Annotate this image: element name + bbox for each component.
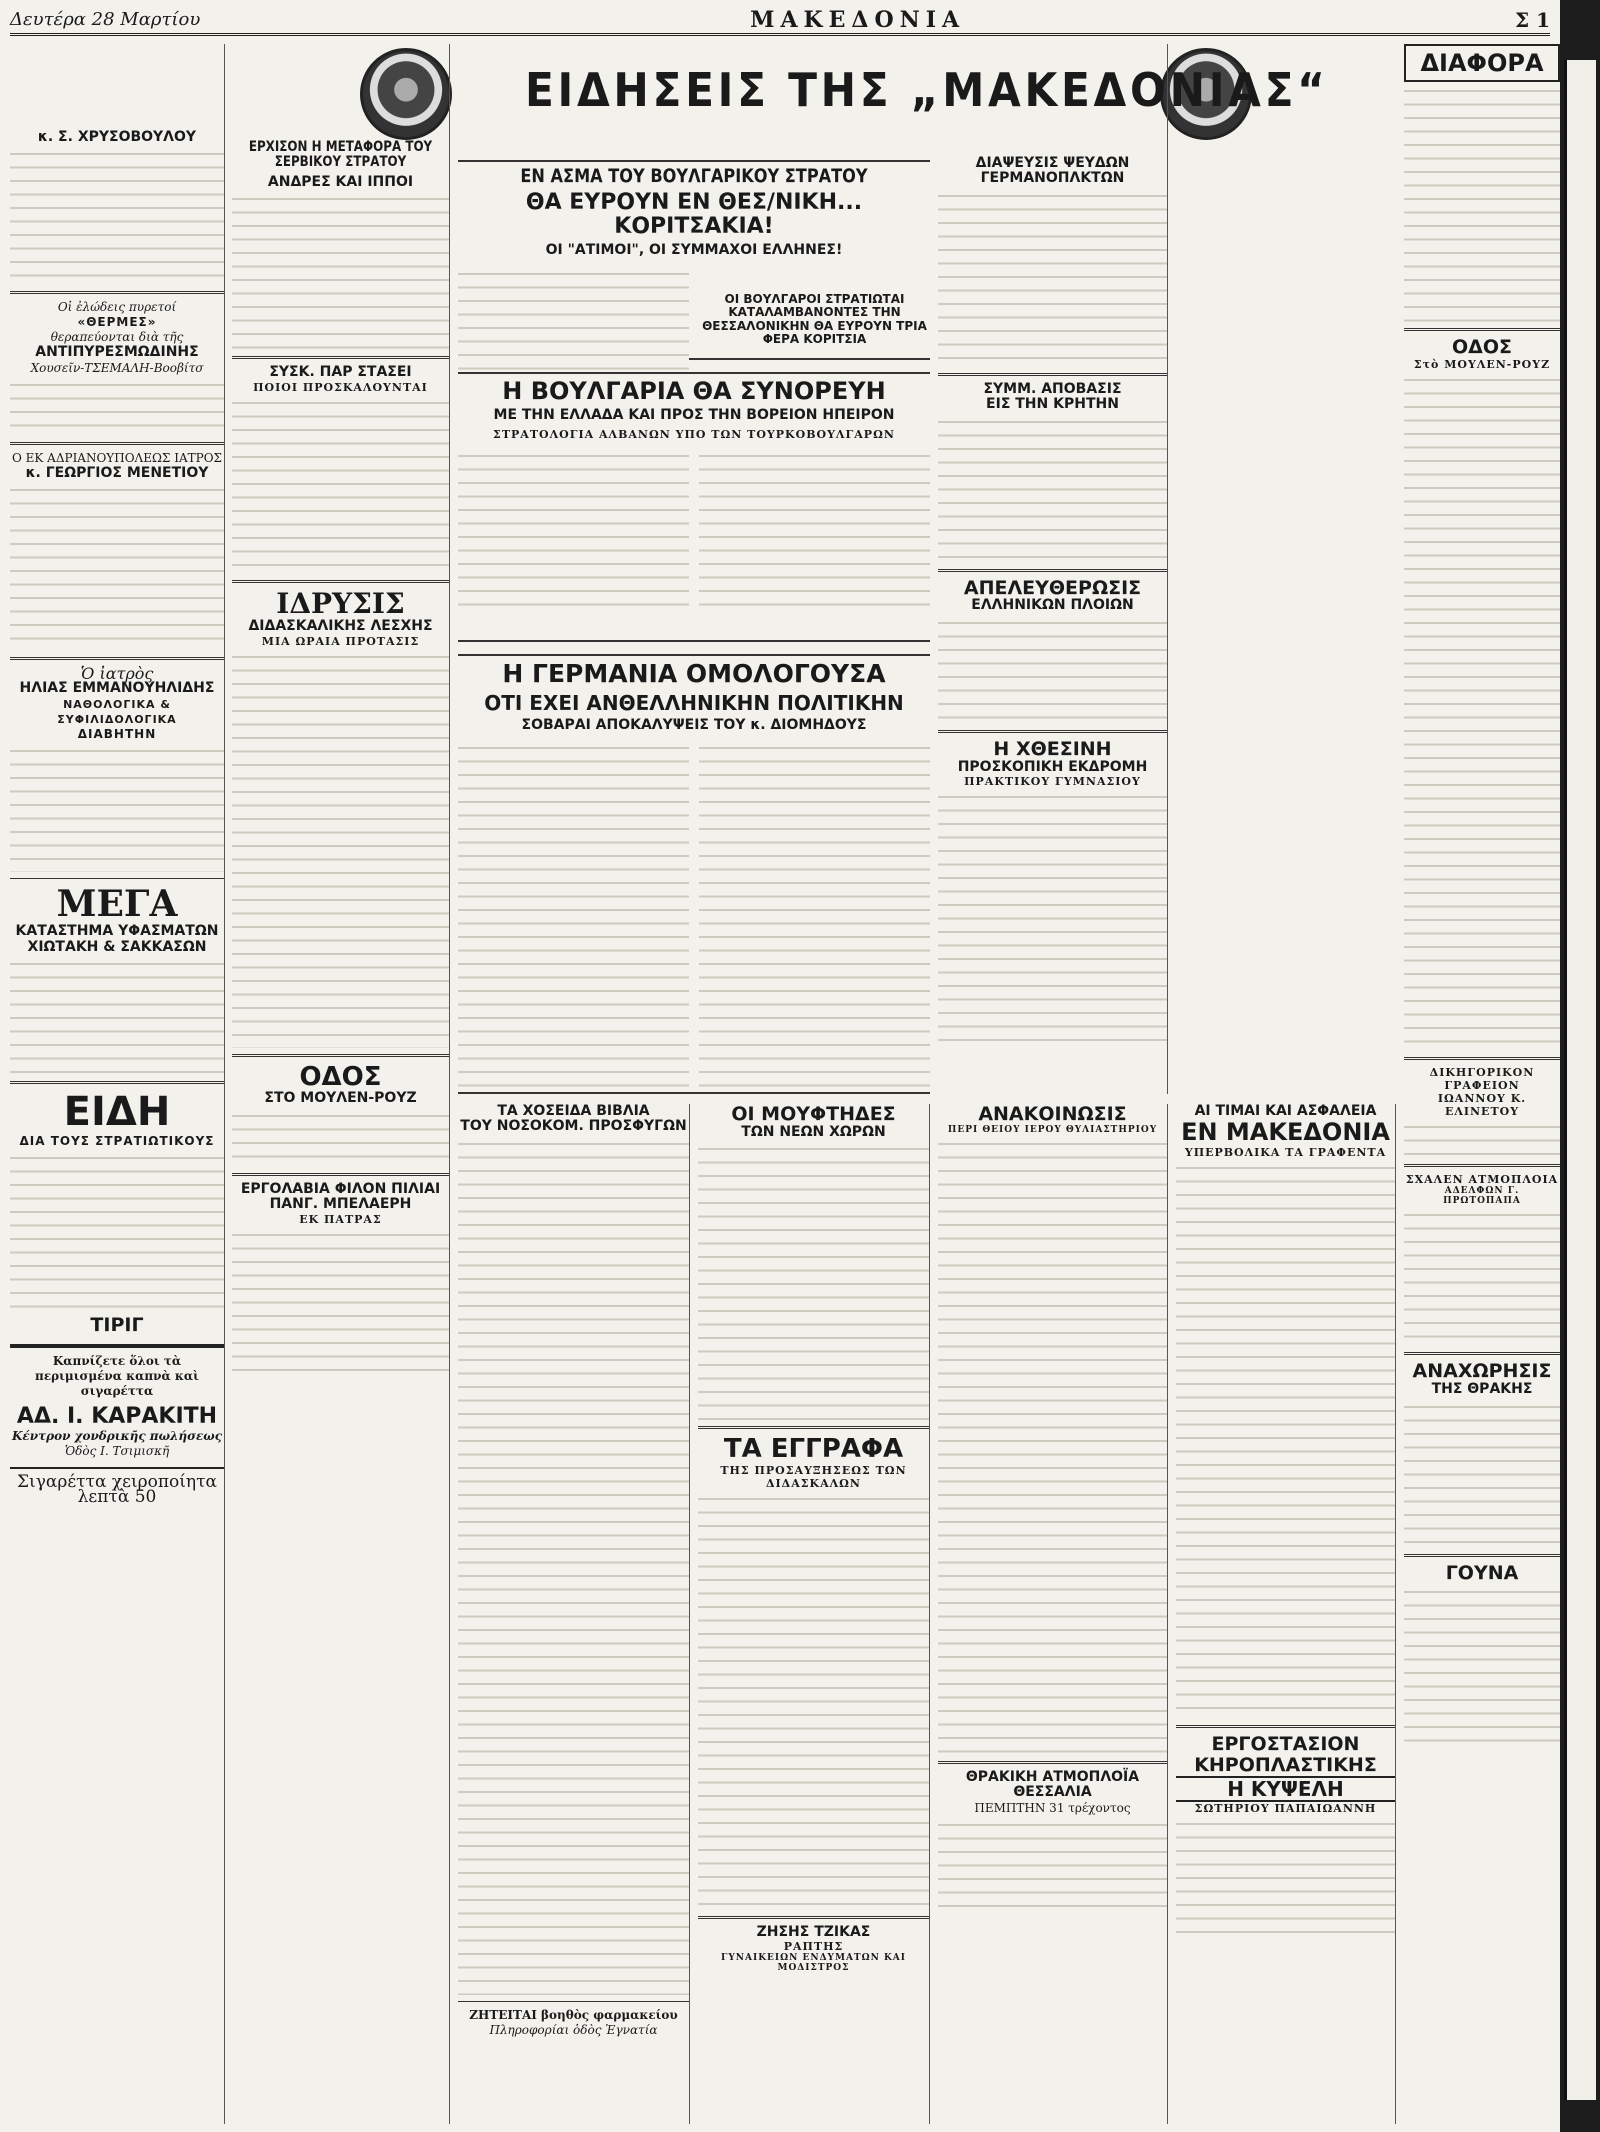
law-office-title: ΔΙΚΗΓΟΡΙΚΟΝ ΓΡΑΦΕΙΟΝ (1429, 1066, 1535, 1093)
issue-date: Δευτέρα 28 Μαρτίου (10, 9, 201, 30)
ad-eidi-sub: ΔΙΑ ΤΟΥΣ ΣΤΡΑΤΙΩΤΙΚΟΥΣ (19, 1133, 215, 1148)
departure-sub: ΤΗΣ ΘΡΑΚΗΣ (1431, 1381, 1533, 1398)
bulgaria-border-h3: ΣΤΡΑΤΟΛΟΓΙΑ ΑΛΒΑΝΩΝ ΥΠΟ ΤΩΝ ΤΟΥΡΚΟΒΟΥΛΓΑΡΩΝ (493, 427, 895, 441)
ad-mega-sub2: ΧΙΩΤΑΚΗ & ΣΑΚΚΑΣΩΝ (27, 938, 207, 955)
fur-title: ΓΟΥΝΑ (1445, 1561, 1519, 1584)
steamship-title: ΣΧΑΛΕΝ ΑΤΜΟΠΛΟΙΑ (1405, 1173, 1559, 1187)
ad-karakiti-addr: Ὁδὸς Ι. Τσιμισκῆ (64, 1444, 170, 1459)
announcement-title: ΑΝΑΚΟΙΝΩΣΙΣ (978, 1104, 1127, 1125)
ships-release-title: ΑΠΕΛΕΥΘΕΡΩΣΙΣ (963, 576, 1142, 599)
moulin-rouge-title: ΟΔΟΣ (299, 1061, 382, 1092)
serbian-army-title: ΕΡΧΙΣΟΝ Η ΜΕΤΑΦΟΡΑ ΤΟΥ ΣΕΡΒΙΚΟΥ ΣΤΡΑΤΟΥ (248, 139, 433, 171)
denial-title: ΔΙΑΨΕΥΣΙΣ ΨΕΥΔΩΝ ΓΕΡΜΑΝΟΠΛΚΤΩΝ (975, 155, 1130, 187)
banner-title: ΕΙΔΗΣΕΙΣ ΤΗΣ „ΜΑΚΕΔΟΝΙΑΣ“ (525, 63, 1329, 117)
ad-karakiti-foot: Σιγαρέττα χειροποίητα λεπτὰ 50 (10, 1467, 224, 1505)
germany-h1: Η ΓΕΡΜΑΝΙΑ ΟΜΟΛΟΓΟΥΣΑ (502, 659, 886, 688)
pharmacy-ad-info: Πληροφορίαι ὁδὸς Ἐγνατία (489, 2022, 658, 2037)
tailor-role: ΡΑΠΤΗΣ (783, 1940, 844, 1954)
bulgarian-song-h3: ΟΙ "ΑΤΙΜΟΙ", ΟΙ ΣΥΜΜΑΧΟΙ ΕΛΛΗΝΕΣ! (545, 242, 843, 259)
steamship-owner: ΑΔΕΛΦΩΝ Γ. ΠΡΩΤΟΠΑΠΑ (1443, 1186, 1521, 1207)
hospital-books-sub: ΤΟΥ ΝΟΣΟΚΟΜ. ΠΡΟΣΦΥΓΩΝ (460, 1118, 687, 1135)
thracian-shipping-title: ΘΡΑΚΙΚΗ ΑΤΜΟΠΛΟΪΑ (965, 1768, 1140, 1785)
newspaper-name: ΜΑΚΕΔΟΝΙΑ (750, 6, 966, 33)
masthead (10, 6, 1550, 36)
ships-release-sub: ΕΛΛΗΝΙΚΩΝ ΠΛΟΙΩΝ (971, 597, 1134, 614)
thracian-shipping-ship: ΘΕΣΣΑΛΙΑ (1013, 1784, 1092, 1801)
germany-article (458, 654, 930, 1094)
ad-doctor-title: Ο ΕΚ ΑΔΡΙΑΝΟΥΠΟΛΕΩΣ ΙΑΤΡΟΣ (11, 450, 223, 465)
ad-mega-title: ΜΕΓΑ (56, 882, 178, 925)
bulgarian-song-h1: ΕΝ ΑΣΜΑ ΤΟΥ ΒΟΥΛΓΑΡΙΚΟΥ ΣΤΡΑΤΟΥ (520, 165, 868, 187)
adjacent-page-edge (1560, 0, 1600, 2132)
ad-chrysovoulou-title: κ. Σ. ΧΡΥΣΟΒΟΥΛΟΥ (37, 129, 197, 145)
page-number: Σ 1 (1514, 7, 1550, 32)
ad-fevers-l4: ΑΝΤΙΠΥΡΕΣΜΩΔΙΝΗΣ (35, 344, 199, 361)
muftis-sub: ΤΩΝ ΝΕΩΝ ΧΩΡΩΝ (741, 1123, 886, 1140)
bulgaria-border-h2: ΜΕ ΤΗΝ ΕΛΛΑΔΑ ΚΑΙ ΠΡΟΣ ΤΗΝ ΒΟΡΕΙΟΝ ΗΠΕΙΡΟΝ (493, 407, 895, 424)
ad-iatros-title: Ὁ ἰατρὸς (80, 664, 154, 684)
column-5-lower (938, 1104, 1168, 2124)
column-4-lower (698, 1104, 930, 2124)
ad-iatros-diab: ΔΙΑΒΗΤΗΝ (77, 726, 157, 741)
ad-doctor-name: κ. ΓΕΩΡΓΙΟΣ ΜΕΝΕΤΙΟΥ (25, 464, 209, 481)
thracian-shipping-date: ΠΕΜΠΤΗΝ 31 τρέχοντος (974, 1800, 1131, 1815)
hospital-books-title: ΤΑ ΧΟΣΕΙΔΑ ΒΙΒΛΙΑ (497, 1104, 650, 1119)
ad-iatros-spec: ΝΑΘΟΛΟΓΙΚΑ & ΣΥΦΙΛΙΔΟΛΟΓΙΚΑ (57, 697, 177, 726)
prices-sub: ΥΠΕΡΒΟΛΙΚΑ ΤΑ ΓΡΑΦΕΝΤΑ (1184, 1145, 1387, 1159)
shop-origin: ΕΚ ΠΑΤΡΑΣ (299, 1212, 382, 1226)
ad-karakiti-brand: ΑΔ. Ι. ΚΑΡΑΚΙΤΗ (16, 1403, 218, 1429)
ad-fevers-l5: Χουσεῖν-ΤΣΕΜΑΛΗ-Βοοβίτσ (30, 360, 204, 375)
column-6-lower (1176, 1104, 1396, 2124)
ad-fevers-l3: θεραπεύονται διὰ τῆς (50, 330, 184, 345)
bulgaria-border-h1: Η ΒΟΥΛΓΑΡΙΑ ΘΑ ΣΥΝΟΡΕΥΗ (502, 377, 886, 405)
factory-owner: ΣΩΤΗΡΙΟΥ ΠΑΠΑΙΩΑΝΝΗ (1194, 1801, 1377, 1815)
scout-title: Η ΧΘΕΣΙΝΗ (993, 737, 1112, 760)
crete-landing-title: ΣΥΜΜ. ΑΠΟΒΑΣΙΣ (983, 380, 1122, 397)
announcement-sub: ΠΕΡΙ ΘΕΙΟΥ ΙΕΡΟΥ ΘΥΛΙΑΣΤΗΡΙΟΥ (947, 1124, 1158, 1135)
column-5-upper (938, 44, 1168, 1094)
summons-sub: ΠΟΙΟΙ ΠΡΟΣΚΑΛΟΥΝΤΑΙ (253, 380, 428, 394)
factory-type: ΚΗΡΟΠΛΑΣΤΙΚΗΣ (1194, 1753, 1377, 1776)
ad-fevers-l2: «ΘΕΡΜΕΣ» (77, 315, 157, 330)
departure-title: ΑΝΑΧΩΡΗΣΙΣ (1412, 1360, 1552, 1383)
moulin-title: ΟΔΟΣ (1452, 336, 1512, 359)
crete-landing-sub: ΕΙΣ ΤΗΝ ΚΡΗΤΗΝ (986, 396, 1119, 413)
scout-school: ΠΡΑΚΤΙΚΟΥ ΓΥΜΝΑΣΙΟΥ (964, 775, 1141, 789)
column-1-text (10, 44, 224, 124)
moulin-sub: Στὸ ΜΟΥΛΕΝ-ΡΟΥΖ (1413, 358, 1551, 372)
documents-title: ΤΑ ΕΓΓΡΑΦΑ (723, 1434, 904, 1465)
tailor-name: ΖΗΣΗΣ ΤΖΙΚΑΣ (756, 1923, 871, 1940)
column-1 (10, 44, 225, 2124)
muftis-title: ΟΙ ΜΟΥΦΤΗΔΕΣ (731, 1104, 896, 1125)
bulgarian-song-h2: ΘΑ ΕΥΡΟΥΝ ΕΝ ΘΕΣ/ΝΙΚΗ... ΚΟΡΙΤΣΑΚΙΑ! (525, 189, 863, 240)
column-2 (232, 44, 450, 2124)
news-banner (458, 50, 1396, 130)
moulin-rouge-sub: ΣΤΟ ΜΟΥΛΕΝ-ΡΟΥΖ (264, 1090, 417, 1107)
germany-h3: ΣΟΒΑΡΑΙ ΑΠΟΚΑΛΥΨΕΙΣ ΤΟΥ κ. ΔΙΟΜΗΔΟΥΣ (521, 716, 867, 733)
scout-sub: ΠΡΟΣΚΟΠΙΚΗ ΕΚΔΡΟΜΗ (957, 758, 1148, 775)
club-founding-sub: ΔΙΔΑΣΚΑΛΙΚΗΣ ΛΕΣΧΗΣ (248, 618, 433, 635)
prices-region: ΕΝ ΜΑΚΕΔΟΝΙΑ (1181, 1118, 1390, 1147)
ad-karakiti-note: Κέντρον χονδρικῆς πωλήσεως (11, 1429, 223, 1444)
ad-chrysovoulou-text (10, 145, 224, 285)
serbian-army-sub: ΑΝΔΡΕΣ ΚΑΙ ΙΠΠΟΙ (267, 173, 414, 190)
ad-mega-sub1: ΚΑΤΑΣΤΗΜΑ ΥΦΑΣΜΑΤΩΝ (15, 923, 219, 940)
club-founding-title: ΙΔΡΥΣΙΣ (276, 586, 405, 620)
prices-title: ΑΙ ΤΙΜΑΙ ΚΑΙ ΑΣΦΑΛΕΙΑ (1194, 1104, 1377, 1119)
summons-title: ΣΥΣΚ. ΠΑΡ ΣΤΑΣΕΙ (269, 364, 412, 381)
ad-eidi-title: ΕΙΔΗ (63, 1088, 171, 1135)
pharmacy-ad: ΖΗΤΕΙΤΑΙ βοηθὸς φαρμακείου (469, 2007, 678, 2022)
law-office-name: ΙΩΑΝΝΟΥ Κ. ΕΛΙΝΕΤΟΥ (1437, 1092, 1527, 1119)
ad-eidi-shop: ΤΙΡΙΓ (90, 1313, 144, 1336)
misc-title: ΔΙΑΦΟΡΑ (1404, 44, 1560, 82)
documents-sub: ΤΗΣ ΠΡΟΣΑΥΞΗΣΕΩΣ ΤΩΝ ΔΙΔΑΣΚΑΛΩΝ (720, 1463, 907, 1490)
ad-iatros-name: ΗΛΙΑΣ ΕΜΜΑΝΟΥΗΛΙΔΗΣ (19, 680, 215, 697)
ad-fevers-l1: Οἱ ἐλώδεις πυρετοί (57, 300, 177, 315)
factory-title: ΕΡΓΟΣΤΑΣΙΟΝ (1211, 1732, 1360, 1755)
germany-h2: ΟΤΙ ΕΧΕΙ ΑΝΘΕΛΛΗΝΙΚΗΝ ΠΟΛΙΤΙΚΗΝ (484, 690, 904, 715)
column-3-lower (458, 1104, 690, 2124)
shop-owner: ΠΑΝΓ. ΜΠΕΛΑΕΡΗ (269, 1196, 412, 1213)
bulgarian-song-article (458, 160, 930, 360)
club-founding-note: ΜΙΑ ΩΡΑΙΑ ΠΡΟΤΑΣΙΣ (261, 634, 420, 648)
bulgaria-border-article (458, 372, 930, 642)
tailor-spec: ΓΥΝΑΙΚΕΙΩΝ ΕΝΔΥΜΑΤΩΝ ΚΑΙ ΜΟΔΙΣΤΡΟΣ (720, 1953, 907, 1974)
factory-brand: Η ΚΥΨΕΛΗ (1176, 1776, 1395, 1802)
bulgarian-song-quote: ΟΙ ΒΟΥΛΓΑΡΟΙ ΣΤΡΑΤΙΩΤΑΙ ΚΑΤΑΛΑΜΒΑΝΟΝΤΕΣ ΤΗΝ ΘΕΣΣΑΛΟΝΙΚΗΝ ΘΑ ΕΥΡΟΥΝ ΤΡΙΑ ΦΕΡΑ ΚΟΡΙΤΣΙΑ (702, 292, 927, 346)
column-7 (1404, 44, 1560, 2124)
shop-title: ΕΡΓΟΛΑΒΙΑ ΦΙΛΟΝ ΠΙΛΙΑΙ (240, 1180, 441, 1197)
ad-karakiti-line: Καπνίζετε ὅλοι τὰ περιμισμένα καπνὰ καὶ σιγαρέττα (35, 1353, 199, 1398)
